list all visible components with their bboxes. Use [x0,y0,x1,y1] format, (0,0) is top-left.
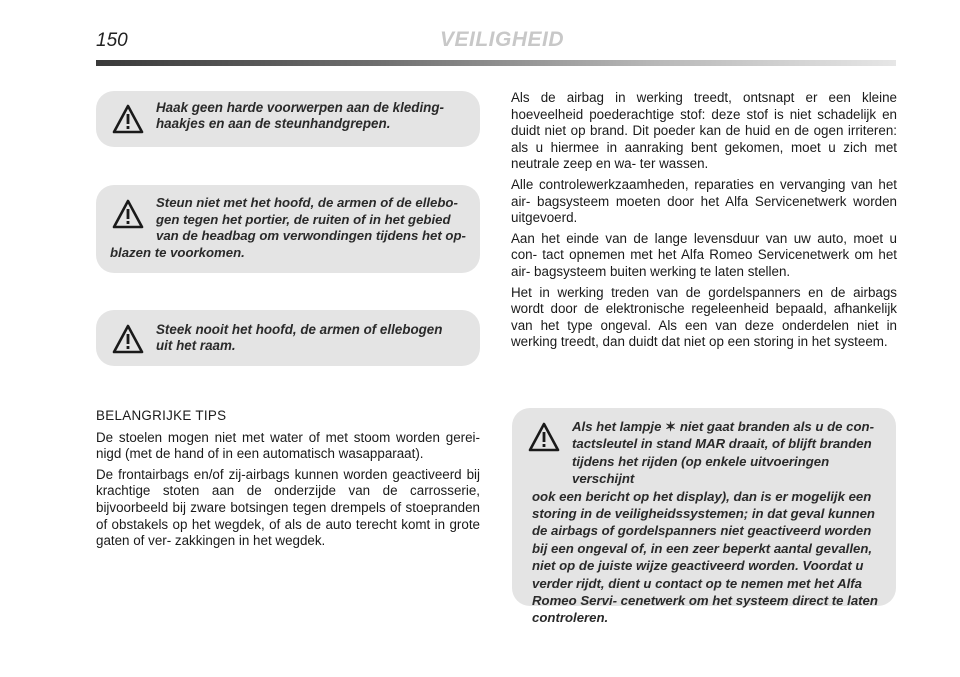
warning-text-head-a: Als het lampje [572,419,662,434]
warning-triangle-icon [112,324,144,354]
paragraph: Als de airbag in werking treedt, ontsnapt er een kleine hoeveelheid poederachtige stof: deze stof is niet schadelijk en duidt niet op brand. Dit poeder kan de huid en de ogen irriteren: als u hiermee in aanraking bent gekomen, moet u zich met neutrale zeep en wa- ter wassen. [511,90,897,172]
warning-box-window [96,310,480,366]
warning-box-airbag-lamp [512,408,896,626]
airbag-lamp-icon: ✶ [665,419,677,434]
tips-heading: BELANGRIJKE TIPS [96,408,227,423]
warning-triangle-icon [112,104,144,134]
warning-box-headbag [96,185,480,273]
warning-text-head-b: niet gaat branden als u de con- tactsleutel in stand MAR draait, of blijft branden tijdens het rijden (op enkele uitvoeringen verschijnt [572,419,875,487]
warning-text-tail: blazen te voorkomen. [110,244,245,260]
warning-text-head: Steun niet met het hoofd, de armen of de ellebo- gen tegen het portier, de ruiten of in het gebied van de headbag om verwondingen tijdens het op- [156,195,466,243]
page-number: 150 [96,30,128,51]
paragraph: Het in werking treden van de gordelspanners en de airbags wordt door de elektronische regeleenheid bepaald, afhankelijk van het type ongeval. Als een van deze onderdelen niet in werking treedt, dan duidt dat niet op een storing in het systeem. [511,284,897,350]
airbag-info-column [511,90,897,355]
warning-text-tail: ook een bericht op het display), dan is er mogelijk een storing in de veiligheidssystemen; in dat geval kunnen de airbags of gordelspanners niet geactiveerd worden bij een ongeval of, in een zeer beperkt aantal gevallen, niet op de juiste wijze geactiveerd worden. Voordat u verder rijdt, dient u contact op te nemen met het Alfa Romeo Servi- cenetwerk om het systeem direct te laten controleren. [532,488,878,626]
paragraph: De frontairbags en/of zij-airbags kunnen worden geactiveerd bij krachtige stoten aan de onderzijde van de carrosserie, bijvoorbeeld bij zware botsingen tegen drempels of stoepranden of obstakels op het wegdek, of als de auto terecht komt in grote gaten of ver- zakkingen in het wegdek. [96,466,480,549]
paragraph: Alle controlewerkzaamheden, reparaties en vervanging van het air- bagsysteem moeten door het Alfa Servicenetwerk worden uitgevoerd. [511,176,897,226]
header-rule [96,60,896,66]
warning-box-clothing-hooks [96,91,480,147]
warning-text: Steek nooit het hoofd, de armen of ellebogen uit het raam. [156,322,443,353]
warning-triangle-icon [112,199,144,229]
warning-triangle-icon [528,422,560,452]
paragraph: De stoelen mogen niet met water of met stoom worden gerei- nigd (met de hand of in een automatisch wasapparaat). [96,429,480,462]
warning-text: Haak geen harde voorwerpen aan de kleding- haakjes en aan de steunhandgrepen. [156,100,444,131]
section-title: VEILIGHEID [440,28,565,51]
important-tips-column [96,408,480,554]
paragraph: Aan het einde van de lange levensduur van uw auto, moet u con- tact opnemen met het Alfa Romeo Servicenetwerk om het air- bagsysteem buiten werking te laten stellen. [511,230,897,279]
